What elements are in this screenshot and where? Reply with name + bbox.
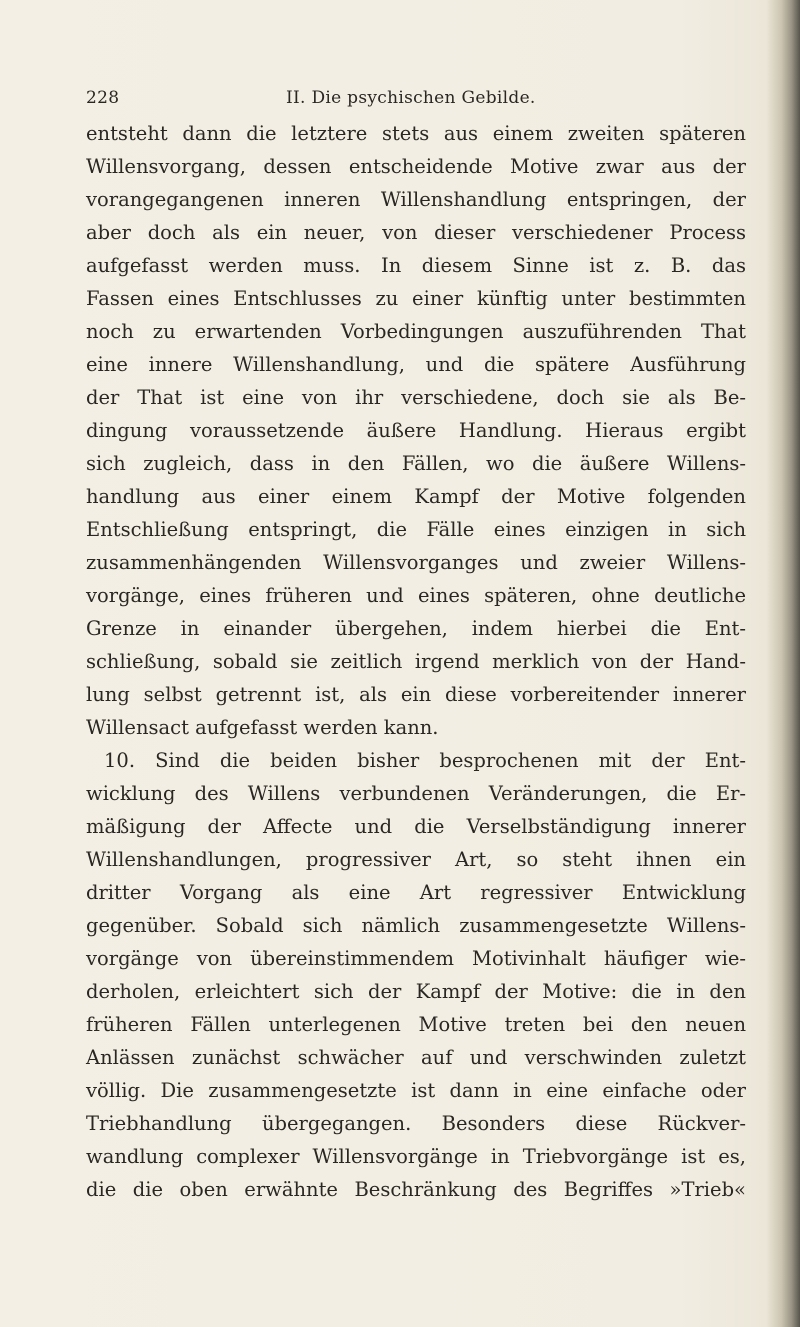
text-line: sich zugleich, dass in den Fällen, wo die äußere Willens- [86, 452, 746, 475]
text-line: aber doch als ein neuer, von dieser verschiedener Process [86, 221, 746, 244]
text-line: Anlässen zunächst schwächer auf und verschwinden zuletzt [86, 1046, 746, 1069]
text-line: die die oben erwähnte Beschränkung des Begriffes »Trieb« [86, 1178, 746, 1201]
text-line: vorgänge von übereinstimmendem Motivinhalt häufiger wie- [86, 947, 746, 970]
body-text [86, 117, 746, 1206]
text-line: schließung, sobald sie zeitlich irgend merklich von der Hand- [86, 650, 746, 673]
text-line: früheren Fällen unterlegenen Motive treten bei den neuen [86, 1013, 746, 1036]
text-line: zusammenhängenden Willensvorganges und zweier Willens- [86, 551, 746, 574]
text-line: Grenze in einander übergehen, indem hierbei die Ent- [86, 617, 746, 640]
running-head [86, 88, 706, 114]
text-line: aufgefasst werden muss. In diesem Sinne ist z. B. das [86, 254, 746, 277]
text-line: Willensvorgang, dessen entscheidende Motive zwar aus der [86, 155, 746, 178]
text-line: wandlung complexer Willensvorgänge in Triebvorgänge ist es, [86, 1145, 746, 1168]
page-edge-shadow [766, 0, 800, 1327]
text-line: mäßigung der Affecte und die Verselbständigung innerer [86, 815, 746, 838]
text-line: 10. Sind die beiden bisher besprochenen mit der Ent- [104, 749, 746, 772]
text-line: Willenshandlungen, progressiver Art, so steht ihnen ein [86, 848, 746, 871]
text-line: Triebhandlung übergegangen. Besonders diese Rückver- [86, 1112, 746, 1135]
text-line: derholen, erleichtert sich der Kampf der Motive: die in den [86, 980, 746, 1003]
text-line: dingung voraussetzende äußere Handlung. Hieraus ergibt [86, 419, 746, 442]
running-title: II. Die psychischen Gebilde. [286, 88, 536, 108]
text-line: wicklung des Willens verbundenen Veränderungen, die Er- [86, 782, 746, 805]
text-line: lung selbst getrennt ist, als ein diese vorbereitender innerer [86, 683, 746, 706]
text-line: Willensact aufgefasst werden kann. [86, 716, 439, 739]
text-line: entsteht dann die letztere stets aus einem zweiten späteren [86, 122, 746, 145]
text-line: Fassen eines Entschlusses zu einer künftig unter bestimmten [86, 287, 746, 310]
text-line: gegenüber. Sobald sich nämlich zusammengesetzte Willens- [86, 914, 746, 937]
text-line: dritter Vorgang als eine Art regressiver Entwicklung [86, 881, 746, 904]
text-line: Entschließung entspringt, die Fälle eines einzigen in sich [86, 518, 746, 541]
text-line: vorangegangenen inneren Willenshandlung entspringen, der [86, 188, 746, 211]
text-line: völlig. Die zusammengesetzte ist dann in eine einfache oder [86, 1079, 746, 1102]
text-line: der That ist eine von ihr verschiedene, doch sie als Be- [86, 386, 746, 409]
text-line: handlung aus einer einem Kampf der Motive folgenden [86, 485, 746, 508]
text-line: vorgänge, eines früheren und eines späteren, ohne deutliche [86, 584, 746, 607]
page-number: 228 [86, 88, 120, 108]
text-line: eine innere Willenshandlung, und die spätere Ausführung [86, 353, 746, 376]
text-line: noch zu erwartenden Vorbedingungen auszuführenden That [86, 320, 746, 343]
